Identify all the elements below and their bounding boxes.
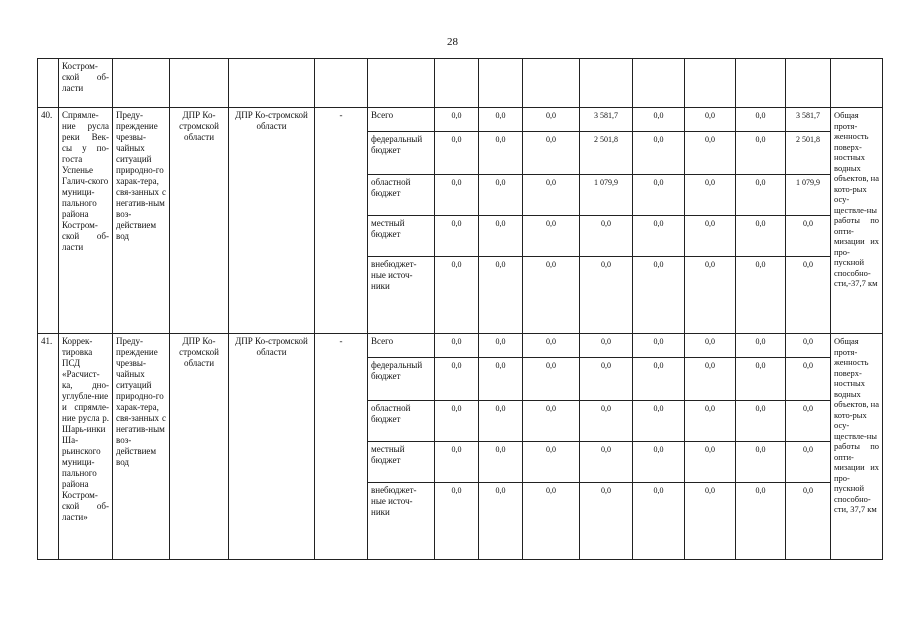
amount-cell: 0,0 xyxy=(685,108,736,132)
amount-cell: 0,0 xyxy=(786,257,831,334)
amount-cell: 3 581,7 xyxy=(580,108,633,132)
customer-cell: ДПР Ко-стромской области xyxy=(170,108,229,334)
result-indicator-cell: Общая протя-женность поверх-ностных водных объектов, на кото-рых осу-ществле-ны работы по опти-мизации их про-пускной способно-сти,-37,7 км xyxy=(831,108,883,334)
amount-cell: 1 079,9 xyxy=(786,175,831,216)
empty-cell xyxy=(580,59,633,108)
amount-cell: 0,0 xyxy=(479,334,523,358)
empty-cell xyxy=(170,59,229,108)
amount-cell: 0,0 xyxy=(523,334,580,358)
funding-source-label: местный бюджет xyxy=(368,216,435,257)
amount-cell: 0,0 xyxy=(633,257,685,334)
amount-cell: 0,0 xyxy=(479,483,523,560)
amount-cell: 0,0 xyxy=(523,483,580,560)
amount-cell: 0,0 xyxy=(633,132,685,175)
amount-cell: 0,0 xyxy=(786,334,831,358)
measure-type-cell: Преду-преждение чрезвы-чайных ситуаций природно-го харак-тера, свя-занных с негатив-ным воз-действием вод xyxy=(113,108,170,334)
empty-cell xyxy=(685,59,736,108)
amount-cell: 1 079,9 xyxy=(580,175,633,216)
amount-cell: 0,0 xyxy=(479,257,523,334)
amount-cell: 0,0 xyxy=(523,132,580,175)
executor-cell: ДПР Ко-стромской области xyxy=(229,108,315,334)
empty-cell xyxy=(736,59,786,108)
funding-source-label: Всего xyxy=(368,108,435,132)
customer-cell: ДПР Ко-стромской области xyxy=(170,334,229,560)
amount-cell: 0,0 xyxy=(736,257,786,334)
amount-cell: 0,0 xyxy=(580,483,633,560)
amount-cell: 0,0 xyxy=(685,442,736,483)
amount-cell: 0,0 xyxy=(479,401,523,442)
amount-cell: 0,0 xyxy=(633,216,685,257)
amount-cell: 0,0 xyxy=(633,175,685,216)
amount-cell: 0,0 xyxy=(435,442,479,483)
amount-cell: 0,0 xyxy=(435,257,479,334)
amount-cell: 0,0 xyxy=(786,358,831,401)
amount-cell: 0,0 xyxy=(580,401,633,442)
amount-cell: 0,0 xyxy=(479,216,523,257)
funding-source-label: местный бюджет xyxy=(368,442,435,483)
program-table xyxy=(37,58,883,560)
amount-cell: 0,0 xyxy=(523,358,580,401)
amount-cell: 0,0 xyxy=(580,257,633,334)
row-number-cell: 41. xyxy=(38,334,59,560)
amount-cell: 0,0 xyxy=(736,483,786,560)
amount-cell: 0,0 xyxy=(479,442,523,483)
amount-cell: 0,0 xyxy=(786,442,831,483)
amount-cell: 0,0 xyxy=(479,358,523,401)
amount-cell: 0,0 xyxy=(633,334,685,358)
amount-cell: 0,0 xyxy=(435,401,479,442)
empty-cell xyxy=(368,59,435,108)
amount-cell: 0,0 xyxy=(736,334,786,358)
funding-source-label: областной бюджет xyxy=(368,401,435,442)
amount-cell: 2 501,8 xyxy=(580,132,633,175)
amount-cell: 0,0 xyxy=(435,108,479,132)
amount-cell: 0,0 xyxy=(523,257,580,334)
amount-cell: 0,0 xyxy=(580,334,633,358)
amount-cell: 0,0 xyxy=(685,257,736,334)
amount-cell: 0,0 xyxy=(435,132,479,175)
executor-cell: ДПР Ко-стромской области xyxy=(229,334,315,560)
amount-cell: 0,0 xyxy=(479,108,523,132)
amount-cell: 0,0 xyxy=(435,175,479,216)
funding-source-label: внебюджет-ные источ-ники xyxy=(368,483,435,560)
amount-cell: 0,0 xyxy=(685,401,736,442)
amount-cell: 3 581,7 xyxy=(786,108,831,132)
measure-name-cell: Коррек-тировка ПСД «Расчист-ка, дно-углубле-ние и спрямле-ние русла р. Шарь-инки Ша-рьинского муници-пального района Костром-ской об-ласти» xyxy=(59,334,113,560)
funding-source-label: внебюджет-ные источ-ники xyxy=(368,257,435,334)
amount-cell: 0,0 xyxy=(523,175,580,216)
amount-cell: 0,0 xyxy=(786,216,831,257)
amount-cell: 0,0 xyxy=(633,358,685,401)
amount-cell: 0,0 xyxy=(685,216,736,257)
amount-cell: 0,0 xyxy=(523,216,580,257)
entry-41 xyxy=(38,334,883,560)
amount-cell: 0,0 xyxy=(736,358,786,401)
row-number-cell: 40. xyxy=(38,108,59,334)
entry-40 xyxy=(38,108,883,334)
empty-cell xyxy=(315,59,368,108)
measure-name-cell: Спрямле-ние русла реки Век-сы у по-госта Успенье Галич-ского муници-пального района Костром-ской об-ласти xyxy=(59,108,113,334)
source-row xyxy=(38,108,883,132)
amount-cell: 0,0 xyxy=(633,108,685,132)
funding-source-label: областной бюджет xyxy=(368,175,435,216)
amount-cell: 0,0 xyxy=(580,358,633,401)
amount-cell: 0,0 xyxy=(736,175,786,216)
amount-cell: 0,0 xyxy=(523,108,580,132)
empty-cell xyxy=(523,59,580,108)
period-cell: - xyxy=(315,108,368,334)
amount-cell: 0,0 xyxy=(523,442,580,483)
amount-cell: 0,0 xyxy=(685,334,736,358)
amount-cell: 0,0 xyxy=(479,175,523,216)
amount-cell: 0,0 xyxy=(685,175,736,216)
empty-cell xyxy=(786,59,831,108)
amount-cell: 0,0 xyxy=(633,483,685,560)
measure-name-cell: Костром-ской об-ласти xyxy=(59,59,113,108)
amount-cell: 0,0 xyxy=(786,483,831,560)
empty-cell xyxy=(831,59,883,108)
amount-cell: 0,0 xyxy=(435,358,479,401)
amount-cell: 0,0 xyxy=(736,442,786,483)
row-number-cell xyxy=(38,59,59,108)
amount-cell: 0,0 xyxy=(435,483,479,560)
amount-cell: 0,0 xyxy=(435,216,479,257)
period-cell: - xyxy=(315,334,368,560)
amount-cell: 0,0 xyxy=(736,132,786,175)
empty-cell xyxy=(113,59,170,108)
funding-source-label: федеральный бюджет xyxy=(368,132,435,175)
empty-cell xyxy=(435,59,479,108)
measure-type-cell: Преду-преждение чрезвы-чайных ситуаций природно-го харак-тера, свя-занных с негатив-ным воз-действием вод xyxy=(113,334,170,560)
amount-cell: 0,0 xyxy=(685,483,736,560)
amount-cell: 0,0 xyxy=(580,442,633,483)
page-number: 28 xyxy=(447,36,458,48)
amount-cell: 0,0 xyxy=(786,401,831,442)
empty-cell xyxy=(229,59,315,108)
source-row xyxy=(38,334,883,358)
funding-source-label: федеральный бюджет xyxy=(368,358,435,401)
amount-cell: 0,0 xyxy=(479,132,523,175)
amount-cell: 0,0 xyxy=(736,216,786,257)
amount-cell: 0,0 xyxy=(633,442,685,483)
continuation-row xyxy=(38,59,883,108)
amount-cell: 0,0 xyxy=(580,216,633,257)
empty-cell xyxy=(479,59,523,108)
result-indicator-cell: Общая протя-женность поверх-ностных водных объектов, на кото-рых осу-ществле-ны работы по опти-мизации их про-пускной способно-сти, 37,7 км xyxy=(831,334,883,560)
amount-cell: 0,0 xyxy=(523,401,580,442)
amount-cell: 0,0 xyxy=(736,108,786,132)
amount-cell: 0,0 xyxy=(435,334,479,358)
funding-source-label: Всего xyxy=(368,334,435,358)
amount-cell: 0,0 xyxy=(736,401,786,442)
amount-cell: 0,0 xyxy=(685,358,736,401)
amount-cell: 0,0 xyxy=(685,132,736,175)
amount-cell: 2 501,8 xyxy=(786,132,831,175)
amount-cell: 0,0 xyxy=(633,401,685,442)
empty-cell xyxy=(633,59,685,108)
